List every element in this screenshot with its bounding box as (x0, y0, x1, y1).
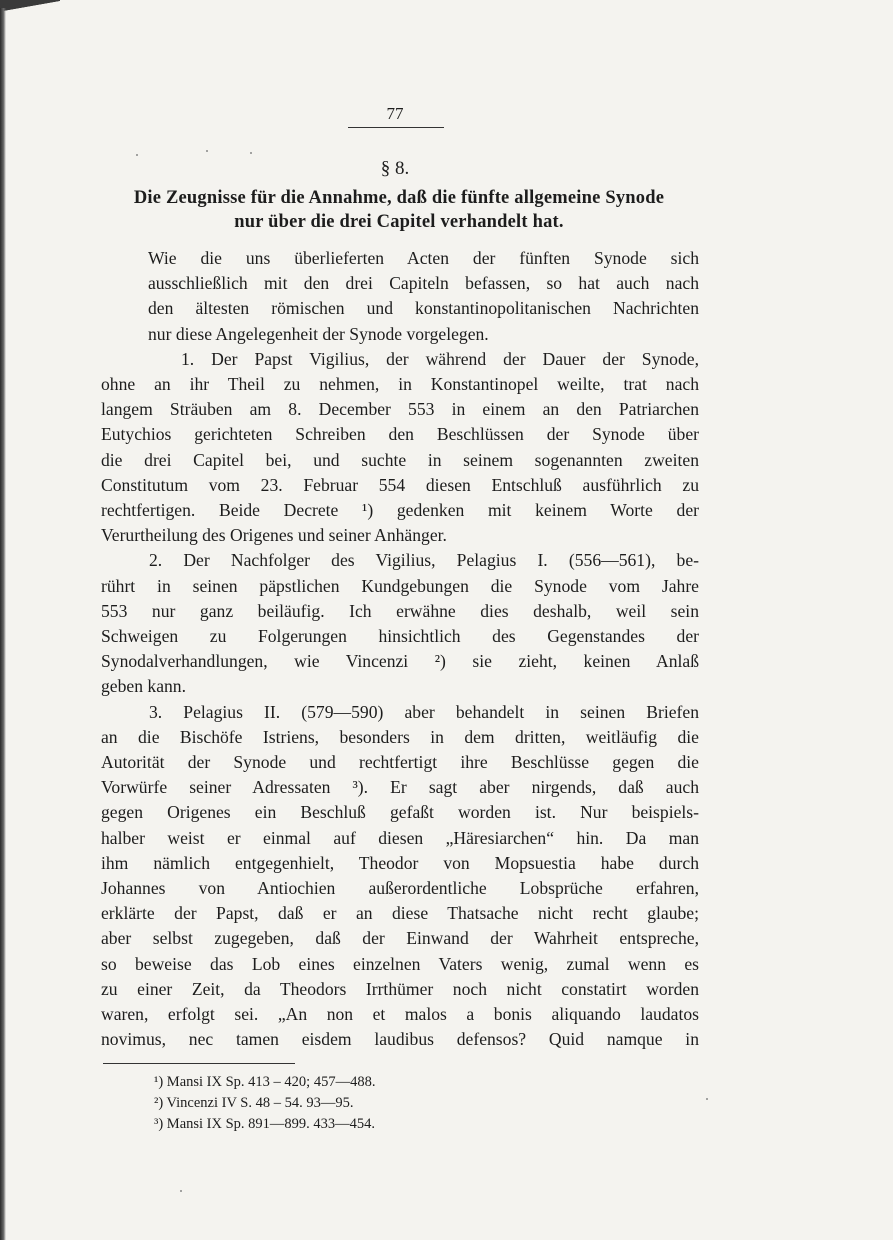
text-line: Vorwürfe seiner Adressaten ³). Er sagt aber nirgends, daß auch (101, 777, 699, 798)
scan-speck (250, 152, 252, 154)
text-line: so beweise das Lob eines einzelnen Vaters wenig, zumal wenn es (101, 953, 699, 974)
text-line: Autorität der Synode und rechtfertigt ihre Beschlüsse gegen die (101, 752, 699, 773)
scan-speck (706, 1098, 708, 1100)
text-line: Schweigen zu Folgerungen hinsichtlich des Gegenstandes der (101, 626, 699, 647)
scan-shadow-edge (0, 8, 6, 1240)
section-heading (98, 186, 700, 234)
paragraph-intro (101, 246, 699, 347)
footnote-rule (103, 1063, 295, 1064)
footnotes (154, 1072, 554, 1135)
footnote-3: ³) Mansi IX Sp. 891—899. 433—454. (154, 1116, 376, 1132)
footnote-1: ¹) Mansi IX Sp. 413 – 420; 457—488. (154, 1074, 376, 1090)
text-line: gegen Origenes ein Beschluß gefaßt worden ist. Nur beispiels- (101, 802, 699, 823)
text-line: Verurtheilung des Origenes und seiner Anhänger. (101, 525, 447, 546)
text-line: rührt in seinen päpstlichen Kundgebungen die Synode vom Jahre (101, 575, 699, 596)
text-line: 1. Der Papst Vigilius, der während der Dauer der Synode, (181, 348, 699, 369)
text-line: die drei Capitel bei, und suchte in seinem sogenannten zweiten (101, 449, 699, 470)
text-line: Wie die uns überlieferten Acten der fünften Synode sich (148, 248, 699, 268)
text-line: nur diese Angelegenheit der Synode vorgelegen. (148, 323, 489, 344)
heading-line: nur über die drei Capitel verhandelt hat. (234, 212, 564, 232)
heading-line: Die Zeugnisse für die Annahme, daß die fünfte allgemeine Synode (133, 188, 665, 208)
text-line: ausschließlich mit den drei Capiteln befassen, so hat auch nach (148, 273, 699, 294)
text-line: rechtfertigen. Beide Decrete ¹) gedenken mit keinem Worte der (101, 500, 699, 521)
body-text (101, 246, 699, 1053)
footnote-2: ²) Vincenzi IV S. 48 – 54. 93—95. (154, 1095, 354, 1111)
section-number: § 8. (380, 158, 410, 179)
text-line: ohne an ihr Theil zu nehmen, in Konstantinopel weilte, trat nach (101, 374, 699, 395)
scan-speck (180, 1190, 182, 1192)
scan-speck (206, 150, 208, 152)
text-line: halber weist er einmal auf diesen „Häresiarchen“ hin. Da man (101, 827, 699, 848)
text-line: Johannes von Antiochien außerordentliche Lobsprüche erfahren, (101, 878, 699, 899)
text-line: 3. Pelagius II. (579—590) aber behandelt in seinen Briefen (149, 701, 699, 722)
text-line: zu einer Zeit, da Theodors Irrthümer noch nicht constatirt worden (101, 978, 699, 999)
text-line: aber selbst zugegeben, daß der Einwand der Wahrheit entspreche, (101, 928, 699, 949)
page-number-rule (348, 127, 444, 128)
text-line: 553 nur ganz beiläufig. Ich erwähne dies deshalb, weil sein (101, 600, 699, 621)
text-line: den ältesten römischen und konstantinopolitanischen Nachrichten (148, 298, 699, 319)
scan-speck (136, 154, 138, 156)
paragraph-pelagius-i (101, 548, 699, 699)
page-number: 77 (386, 104, 404, 123)
text-line: Synodalverhandlungen, wie Vincenzi ²) sie zieht, keinen Anlaß (101, 651, 699, 672)
text-line: novimus, nec tamen eisdem laudibus defensos? Quid namque in (101, 1029, 699, 1050)
text-line: Eutychios gerichteten Schreiben den Beschlüssen der Synode über (101, 424, 699, 445)
paragraph-pelagius-ii (101, 700, 699, 1053)
paragraph-vigilius (101, 347, 699, 549)
text-line: Constitutum vom 23. Februar 554 diesen Entschluß ausführlich zu (101, 474, 699, 495)
text-line: waren, erfolgt sei. „An non et malos a bonis aliquando laudatos (101, 1004, 699, 1025)
text-line: erklärte der Papst, daß er an diese Thatsache nicht recht glaube; (101, 903, 699, 924)
text-line: langem Sträuben am 8. December 553 in einem an den Patriarchen (101, 399, 699, 420)
text-line: geben kann. (101, 676, 187, 697)
text-line: 2. Der Nachfolger des Vigilius, Pelagius I. (556—561), be- (149, 550, 699, 571)
scan-shadow-corner (0, 0, 60, 22)
text-line: an die Bischöfe Istriens, besonders in dem dritten, weitläufig die (101, 726, 699, 747)
text-line: ihm nämlich entgegenhielt, Theodor von Mopsuestia habe durch (101, 852, 699, 873)
